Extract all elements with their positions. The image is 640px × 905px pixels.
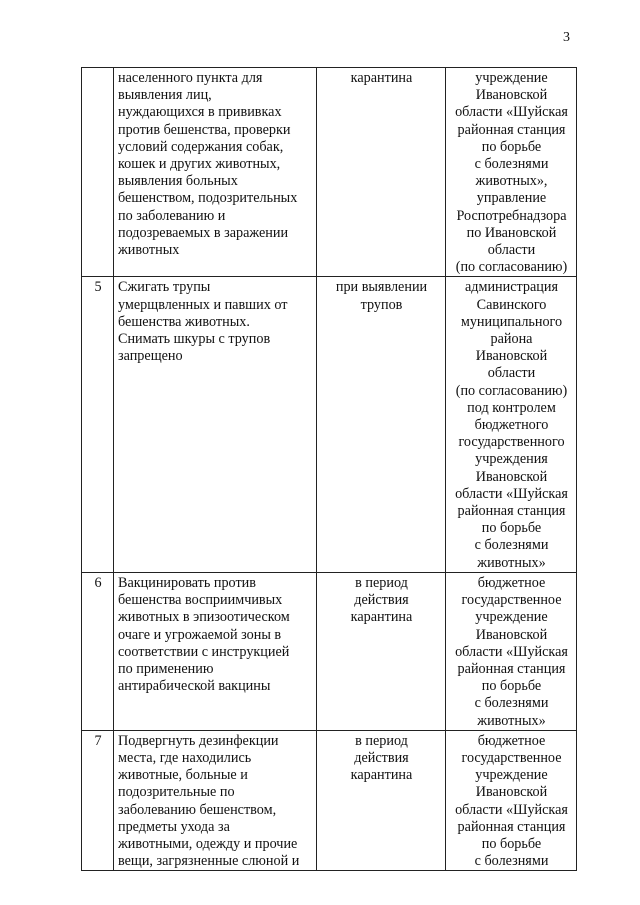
- cell-text-line: государственного: [458, 434, 565, 451]
- cell-text-line: выявления лиц,: [118, 87, 212, 104]
- cell-text-line: по борьбе: [481, 835, 542, 852]
- cell-text-line: государственное: [461, 592, 562, 609]
- cell-text-line: управление: [476, 190, 547, 207]
- cell-text-line: места, где находились: [118, 749, 252, 766]
- cell-text-line: области: [487, 242, 536, 259]
- cell-text-line: бешенства восприимчивых: [118, 592, 283, 609]
- cell-text-line: действия: [354, 749, 409, 766]
- table-row: [82, 730, 577, 871]
- cell-text-line: предметы ухода за: [118, 818, 230, 835]
- cell-text-line: условий содержания собак,: [118, 138, 284, 155]
- cell-text-line: подозреваемых в заражении: [118, 224, 289, 241]
- table-row: [82, 277, 577, 572]
- responsible-cell: [446, 68, 577, 277]
- cell-text-line: Подвергнуть дезинфекции: [118, 732, 279, 749]
- term-cell: [317, 277, 446, 572]
- cell-text-line: районная станция: [457, 818, 566, 835]
- cell-text-line: учреждение: [475, 70, 548, 86]
- cell-text-line: Савинского: [476, 296, 547, 313]
- cell-text-line: учреждение: [475, 609, 548, 626]
- cell-text-line: карантина: [350, 767, 413, 784]
- cell-text-line: области: [487, 365, 536, 382]
- cell-text-line: животные, больные и: [118, 767, 248, 784]
- cell-text-line: государственное: [461, 749, 562, 766]
- cell-text-line: против бешенства, проверки: [118, 121, 291, 138]
- cell-text-line: Ивановской: [475, 626, 548, 643]
- cell-text-line: Роспотребнадзора: [456, 207, 567, 224]
- table-row: [82, 572, 577, 730]
- cell-text-line: животных»: [477, 712, 546, 729]
- cell-text-line: в период: [355, 732, 408, 749]
- cell-text-line: Снимать шкуры с трупов: [118, 331, 271, 348]
- cell-text-line: Ивановской: [475, 348, 548, 365]
- action-cell: [114, 730, 317, 871]
- cell-text-line: Вакцинировать против: [118, 574, 256, 591]
- cell-text-line: действия: [354, 592, 409, 609]
- action-cell: [114, 68, 317, 277]
- cell-text-line: учреждения: [475, 451, 548, 468]
- cell-text-line: Ивановской: [475, 468, 548, 485]
- cell-text-line: по Ивановской: [466, 224, 557, 241]
- cell-text-line: бешенством, подозрительных: [118, 190, 298, 207]
- cell-text-line: животных»: [477, 554, 546, 571]
- cell-text-line: по борьбе: [481, 678, 542, 695]
- cell-text-line: животными, одежду и прочие: [118, 835, 298, 852]
- cell-text-line: администрация: [464, 279, 559, 296]
- cell-text-line: области «Шуйская: [455, 643, 568, 660]
- cell-text-line: с болезнями: [474, 695, 549, 712]
- cell-text-line: области «Шуйская: [455, 801, 568, 818]
- cell-text-line: бюджетное: [477, 732, 546, 749]
- cell-text-line: области «Шуйская: [455, 104, 568, 121]
- cell-text-line: под контролем: [467, 399, 556, 416]
- cell-text-line: в период: [355, 574, 408, 591]
- cell-text-line: по борьбе: [481, 138, 542, 155]
- cell-text-line: области «Шуйская: [455, 485, 568, 502]
- cell-text-line: (по согласованию): [455, 259, 568, 276]
- cell-text-line: муниципального: [460, 313, 563, 330]
- row-number: 7: [82, 730, 114, 871]
- responsible-cell: [446, 277, 577, 572]
- cell-text-line: районная станция: [457, 503, 566, 520]
- cell-text-line: по заболеванию и: [118, 207, 226, 224]
- row-number: [82, 68, 114, 277]
- cell-text-line: животных: [118, 242, 180, 259]
- cell-text-line: учреждение: [475, 767, 548, 784]
- cell-text-line: трупов: [360, 296, 403, 313]
- cell-text-line: умерщвленных и павших от: [118, 296, 288, 313]
- cell-text-line: вещи, загрязненные слюной и: [118, 853, 300, 870]
- cell-text-line: бешенства животных.: [118, 313, 250, 330]
- cell-text-line: соответствии с инструкцией: [118, 643, 290, 660]
- action-cell: [114, 572, 317, 730]
- term-cell: [317, 572, 446, 730]
- action-cell: [114, 277, 317, 572]
- table-row: [82, 68, 577, 277]
- cell-text-line: животных»,: [475, 173, 548, 190]
- cell-text-line: района: [490, 331, 533, 348]
- cell-text-line: районная станция: [457, 121, 566, 138]
- cell-text-line: при выявлении: [335, 279, 428, 296]
- cell-text-line: с болезнями: [474, 156, 549, 173]
- cell-text-line: выявления больных: [118, 173, 238, 190]
- cell-text-line: бюджетное: [477, 574, 546, 591]
- cell-text-line: кошек и других животных,: [118, 156, 281, 173]
- page-number: 3: [563, 30, 570, 45]
- responsible-cell: [446, 572, 577, 730]
- cell-text-line: с болезнями: [474, 537, 549, 554]
- cell-text-line: заболеванию бешенством,: [118, 801, 277, 818]
- cell-text-line: Сжигать трупы: [118, 279, 211, 296]
- responsible-cell: [446, 730, 577, 871]
- cell-text-line: антирабической вакцины: [118, 678, 271, 695]
- term-cell: [317, 730, 446, 871]
- cell-text-line: нуждающихся в прививках: [118, 104, 282, 121]
- cell-text-line: по применению: [118, 660, 214, 677]
- cell-text-line: районная станция: [457, 660, 566, 677]
- row-number: 5: [82, 277, 114, 572]
- cell-text-line: очаге и угрожаемой зоны в: [118, 626, 282, 643]
- cell-text-line: карантина: [350, 609, 413, 626]
- cell-text-line: населенного пункта для: [118, 70, 263, 86]
- row-number: 6: [82, 572, 114, 730]
- cell-text-line: подозрительные по: [118, 784, 235, 801]
- term-cell: [317, 68, 446, 277]
- cell-text-line: Ивановской: [475, 784, 548, 801]
- cell-text-line: Ивановской: [475, 87, 548, 104]
- measures-table: [81, 67, 577, 871]
- cell-text-line: с болезнями: [474, 853, 549, 870]
- cell-text-line: по борьбе: [481, 520, 542, 537]
- cell-text-line: бюджетного: [474, 417, 549, 434]
- cell-text-line: (по согласованию): [455, 382, 568, 399]
- cell-text-line: запрещено: [118, 348, 183, 365]
- cell-text-line: животных в эпизоотическом: [118, 609, 290, 626]
- cell-text-line: карантина: [350, 70, 413, 86]
